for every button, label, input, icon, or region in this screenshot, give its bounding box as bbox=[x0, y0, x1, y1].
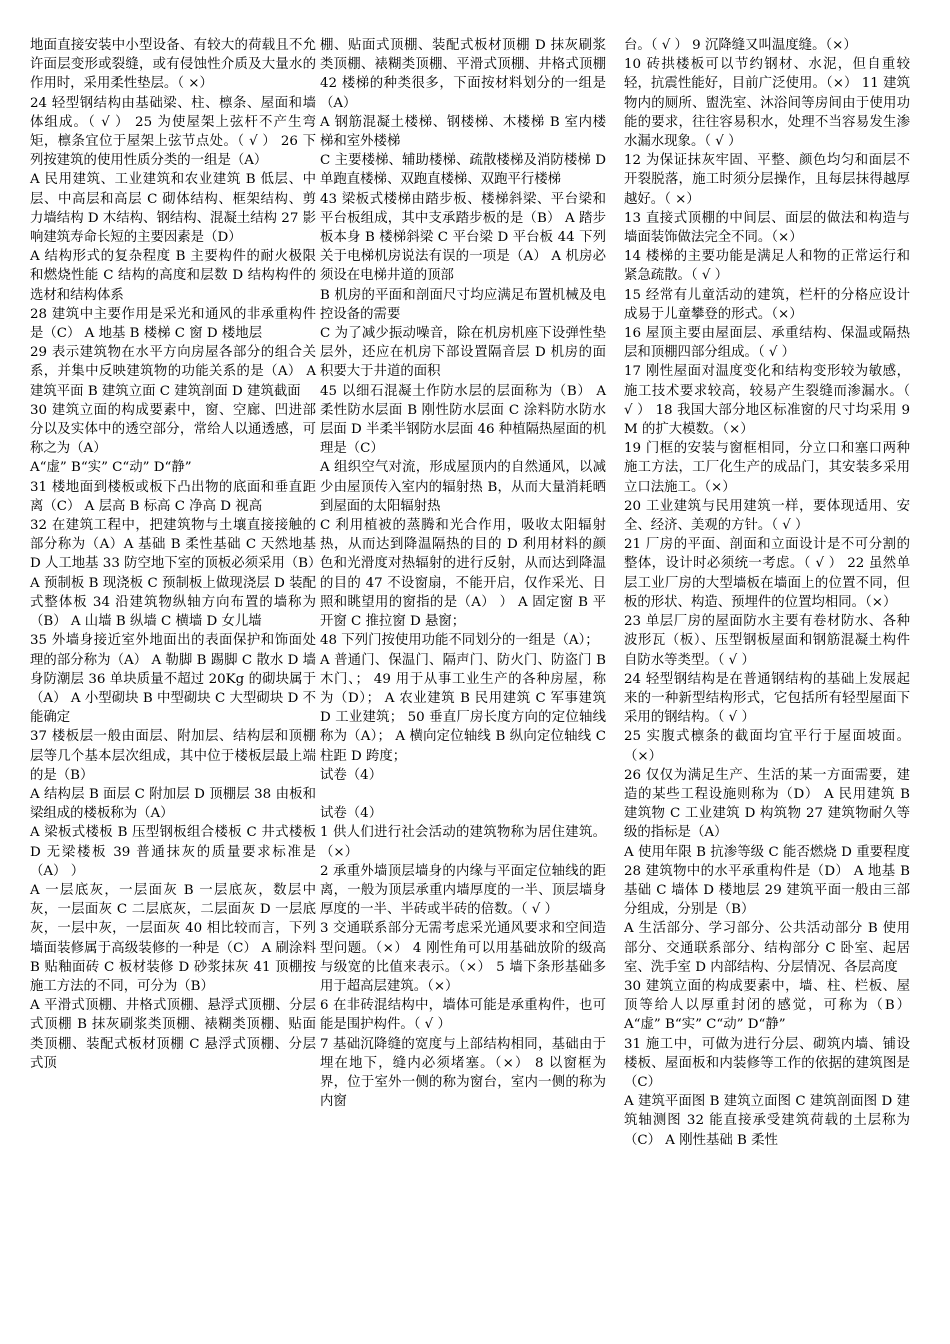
paragraph: 14 楼梯的主要功能是满足人和物的正常运行和紧急疏散。（ √ ） bbox=[624, 249, 910, 284]
paragraph: A 生活部分、学习部分、公共活动部分 B 使用部分、交通联系部分、结构部分 C 卧室、起居室、洗手室 D 内部结构、分层情况、各层高度 bbox=[624, 921, 910, 975]
paragraph: A 建筑平面图 B 建筑立面图 C 建筑剖面图 D 建筑轴测图 32 能直接承受建筑荷载的土层称为（C） A 刚性基础 B 柔性 bbox=[624, 1094, 910, 1148]
paragraph: 35 外墙身接近室外地面出的表面保护和饰面处理的部分称为（A） A 勒脚 B 踢脚 C 散水 D 墙身防潮层 36 单块质量不超过 20Kg 的砌块属于（A） A 小型砌块 B 中型砌块 C 大型砌块 D 不能确定 bbox=[30, 633, 316, 726]
paragraph: 30 建筑立面的构成要素中，墙、柱、栏板、屋顶等给人以厚重封闭的感觉，可称为（B） A“虚” B“实” C“动” D“静” bbox=[624, 978, 915, 1033]
text-column-middle bbox=[320, 36, 611, 1336]
paragraph: A 民用建筑、工业建筑和农业建筑 B 低层、中层、中高层和高层 C 砌体结构、框架结构、剪力墙结构 D 木结构、钢结构、混凝土结构 27 影响建筑寿命长短的主要因素是（D） bbox=[30, 172, 316, 246]
paragraph: A 结构层 B 面层 C 附加层 D 顶棚层 38 由板和梁组成的楼板称为（A） bbox=[30, 786, 316, 822]
paragraph: 15 经常有儿童活动的建筑，栏杆的分格应设计成易于儿童攀登的形式。（×） bbox=[624, 287, 910, 322]
paragraph: 6 在非砖混结构中，墙体可能是承重构件，也可能是围护构件。（ √ ） bbox=[320, 998, 606, 1033]
paragraph: 43 梁板式楼梯由踏步板、楼梯斜梁、平台梁和平台板组成，其中支承踏步板的是（B） A 踏步板本身 B 楼梯斜梁 C 平台梁 D 平台板 44 下列关于电梯机房说法有误的一项是（A） A 机房必须设在电梯井道的顶部 bbox=[320, 191, 606, 284]
paragraph: A 组织空气对流，形成屋顶内的自然通风，以减少由屋顶传入室内的辐射热 B，从而大量消耗晒到屋面的太阳辐射热 bbox=[320, 460, 606, 514]
paragraph: 17 刚性屋面对温度变化和结构变形较为敏感，施工技术要求较高，较易产生裂缝而渗漏水。（ √ ） 18 我国大部分地区标准窗的尺寸均采用 9M 的扩大模数。（×） bbox=[624, 364, 915, 438]
paragraph: A 结构形式的复杂程度 B 主要构件的耐火极限和燃烧性能 C 结构的高度和层数 D 结构构件的选材和结构体系 bbox=[30, 249, 316, 303]
paragraph: 19 门框的安装与窗框相同，分立口和塞口两种施工方法，工厂化生产的成品门，其安装多采用立口法施工。（×） bbox=[624, 441, 910, 495]
paragraph: A 梁板式楼板 B 压型钢板组合楼板 C 井式楼板 D 无梁楼板 39 普通抹灰的质量要求标准是（A） ） bbox=[30, 825, 321, 879]
text-column-right bbox=[624, 36, 915, 1336]
paragraph: A 平滑式顶棚、井格式顶棚、悬浮式顶棚、分层式顶棚 B 抹灰刷浆类顶棚、裱糊类顶棚、贴面类顶棚、装配式板材顶棚 C 悬浮式顶棚、分层式顶 bbox=[30, 998, 316, 1071]
paragraph: A 钢筋混凝土楼梯、钢楼梯、木楼梯 B 室内楼梯和室外楼梯 bbox=[320, 114, 606, 150]
paragraph: 48 下列门按使用功能不同划分的一组是（A）； bbox=[320, 633, 599, 649]
text-column-left bbox=[30, 36, 322, 1336]
paragraph: 24 轻型钢结构是在普通钢结构的基础上发展起来的一种新型结构形式，它包括所有轻型屋面下采用的钢结构。（ √ ） bbox=[624, 671, 910, 726]
paragraph: 10 砖拱楼板可以节约钢材、水泥，但自重较轻，抗震性能好，目前广泛使用。（×） 11 建筑物内的厕所、盥洗室、沐浴间等房间由于使用功能的要求，往往容易积水，处理不当容易发生渗水漏水现象。（ √ ） bbox=[624, 57, 910, 150]
paragraph: 31 施工中，可做为进行分层、砌筑内墙、铺设楼板、屋面板和内装修等工作的依据的建筑图是（C） bbox=[624, 1036, 910, 1090]
paragraph: 试卷（4） bbox=[320, 767, 383, 783]
paragraph: 45 以细石混凝土作防水层的层面称为（B） A 柔性防水层面 B 刚性防水层面 C 涂料防水防水层面 D 半柔半钢防水层面 46 种植隔热屋面的机理是（C） bbox=[320, 383, 611, 457]
paragraph: 12 为保证抹灰牢固、平整、颜色均匀和面层不开裂脱落，施工时须分层操作，且每层抹得越厚越好。（ ×） bbox=[624, 153, 910, 207]
paragraph: 试卷（4） bbox=[320, 806, 383, 822]
paragraph: 21 厂房的平面、剖面和立面设计是不可分割的整体，设计时必须统一考虑。（ √ ） 22 虽然单层工业厂房的大型墙板在墙面上的位置不同，但板的形状、构造、预埋件的位置均相同。（×） bbox=[624, 537, 910, 610]
paragraph: 16 屋顶主要由屋面层、承重结构、保温或隔热层和顶棚四部分组成。（ √ ） bbox=[624, 326, 910, 361]
paragraph: C 主要楼梯、辅助楼梯、疏散楼梯及消防楼梯 D 单跑直楼梯、双跑直楼梯、双跑平行楼梯 bbox=[320, 153, 611, 188]
paragraph: A 预制板 B 现浇板 C 预制板上做现浇层 D 装配式整体板 34 沿建筑物纵轴方向布置的墙称为（B） A 山墙 B 纵墙 C 横墙 D 女儿墙 bbox=[30, 575, 316, 630]
paragraph: 棚、贴面式顶棚、装配式板材顶棚 D 抹灰刷浆类顶棚、裱糊类顶棚、平滑式顶棚、井格式顶棚 42 楼梯的种类很多，下面按材料划分的一组是（A） bbox=[320, 38, 611, 111]
paragraph: 26 仅仅为满足生产、生活的某一方面需要，建造的某些工程设施则称为（D） A 民用建筑 B 建筑物 C 工业建筑 D 构筑物 27 建筑物耐久等级的指标是（A） bbox=[624, 767, 915, 841]
paragraph: A 一层底灰，一层面灰 B 一层底灰，数层中灰，一层面灰 C 二层底灰，二层面灰 D 一层底灰，一层中灰，一层面灰 40 相比较而言，下列墙面装修属于高级装修的一种是（C） A 刷涂料 B 贴釉面砖 C 板材装修 D 砂浆抹灰 41 顶棚按施工方法的不同，可分为（B） bbox=[30, 882, 321, 994]
paragraph: 地面直接安装中小型设备、有较大的荷载且不允许面层变形或裂缝，或有侵蚀性介质及大量水的作用时，采用柔性垫层。（ ×） bbox=[30, 38, 316, 92]
paragraph: 30 建筑立面的构成要素中，窗、空廊、凹进部分以及实体中的透空部分，常给人以通透感，可称之为（A） bbox=[30, 402, 316, 457]
paragraph: 20 工业建筑与民用建筑一样，要体现适用、安全、经济、美观的方针。（ √ ） bbox=[624, 498, 910, 534]
paragraph: 29 表示建筑物在水平方向房屋各部分的组合关系，并集中反映建筑物的功能关系的是（A） A 建筑平面 B 建筑立面 C 建筑剖面 D 建筑截面 bbox=[30, 345, 321, 399]
paragraph: 1 供人们进行社会活动的建筑物称为居住建筑。（×） bbox=[320, 825, 606, 860]
paragraph: A 使用年限 B 抗渗等级 C 能否燃烧 D 重要程度 28 建筑物中的水平承重构件是（D） A 地基 B 基础 C 墙体 D 楼地层 29 建筑平面一般由三部分组成，分别是（B） bbox=[624, 844, 915, 918]
paragraph: 32 在建筑工程中，把建筑物与土壤直接接触的部分称为（A）A 基础 B 柔性基础 C 天然地基 D 人工地基 33 防空地下室的顶板必须采用（B） bbox=[30, 518, 322, 572]
paragraph: A 普通门、保温门、隔声门、防火门、防盗门 B 木门、； 49 用于从事工业生产的各种房屋，称为（D）； A 农业建筑 B 民用建筑 C 军事建筑 D 工业建筑； 50 垂直厂房长度方向的定位轴线称为（A）； A 横向定位轴线 B 纵向定位轴线 C 柱距 D 跨度； bbox=[320, 652, 611, 764]
paragraph: 31 楼地面到楼板或板下凸出物的底面和垂直距离（C） A 层高 B 标高 C 净高 D 视高 bbox=[30, 479, 316, 514]
paragraph: 28 建筑中主要作用是采光和通风的非承重构件是（C） A 地基 B 楼梯 C 窗 D 楼地层 bbox=[30, 306, 316, 342]
paragraph: C 为了减少振动噪音，除在机房机座下设弹性垫层外，还应在机房下部设置隔音层 D 机房的面积要大于井道的面积 bbox=[320, 326, 606, 380]
paragraph: A“虚” B“实” C“动” D“静” bbox=[30, 460, 192, 476]
paragraph: C 利用植被的蒸腾和光合作用，吸收太阳辐射热，从而达到降温隔热的目的 D 利用材料的颜色和光滑度对热辐射的进行反射，从而达到降温的目的 47 不设窗扇，不能开启，仅作采光、日照和眺望用的窗指的是（A） ） A 固定窗 B 平开窗 C 推拉窗 D 悬窗； bbox=[320, 518, 606, 630]
paragraph: 台。（ √ ） 9 沉降缝又叫温度缝。（×） bbox=[624, 38, 857, 53]
paragraph: 3 交通联系部分无需考虑采光通风要求和空间造型问题。（×） 4 刚性角可以用基础放阶的级高与级宽的比值来表示。（×） 5 墙下条形基础多用于超高层建筑。（×） bbox=[320, 921, 606, 994]
paragraph: 7 基础沉降缝的宽度与上部结构相同，基础由于埋在地下，缝内必须堵塞。（×） 8 以窗框为界，位于室外一侧的称为窗台，室内一侧的称为内窗 bbox=[320, 1036, 606, 1110]
paragraph: 2 承重外墙顶层墙身的内缘与平面定位轴线的距离，一般为顶层承重内墙厚度的一半、顶层墙身厚度的一半、半砖或半砖的倍数。（ √ ） bbox=[320, 863, 606, 918]
paragraph: 25 实腹式檩条的截面均宜平行于屋面坡面。（×） bbox=[624, 729, 910, 764]
paragraph: 24 轻型钢结构由基础梁、柱、檩条、屋面和墙体组成。（ √ ） 25 为使屋架上弦杆不产生弯矩，檩条宜位于屋架上弦节点处。（ √ ） 26 下列按建筑的使用性质分类的一组是（A） bbox=[30, 95, 316, 169]
paragraph: 37 楼板层一般由面层、附加层、结构层和顶棚层等几个基本层次组成，其中位于楼板层最上端的是（B） bbox=[30, 729, 316, 783]
paragraph: 23 单层厂房的屋面防水主要有卷材防水、各种波形瓦（板）、压型钢板屋面和钢筋混凝土构件自防水等类型。（ √ ） bbox=[624, 614, 910, 668]
paragraph: 13 直接式顶棚的中间层、面层的做法和构造与墙面装饰做法完全不同。（×） bbox=[624, 210, 910, 246]
paragraph: B 机房的平面和剖面尺寸均应满足布置机械及电控设备的需要 bbox=[320, 287, 606, 322]
document-page bbox=[30, 36, 925, 1336]
